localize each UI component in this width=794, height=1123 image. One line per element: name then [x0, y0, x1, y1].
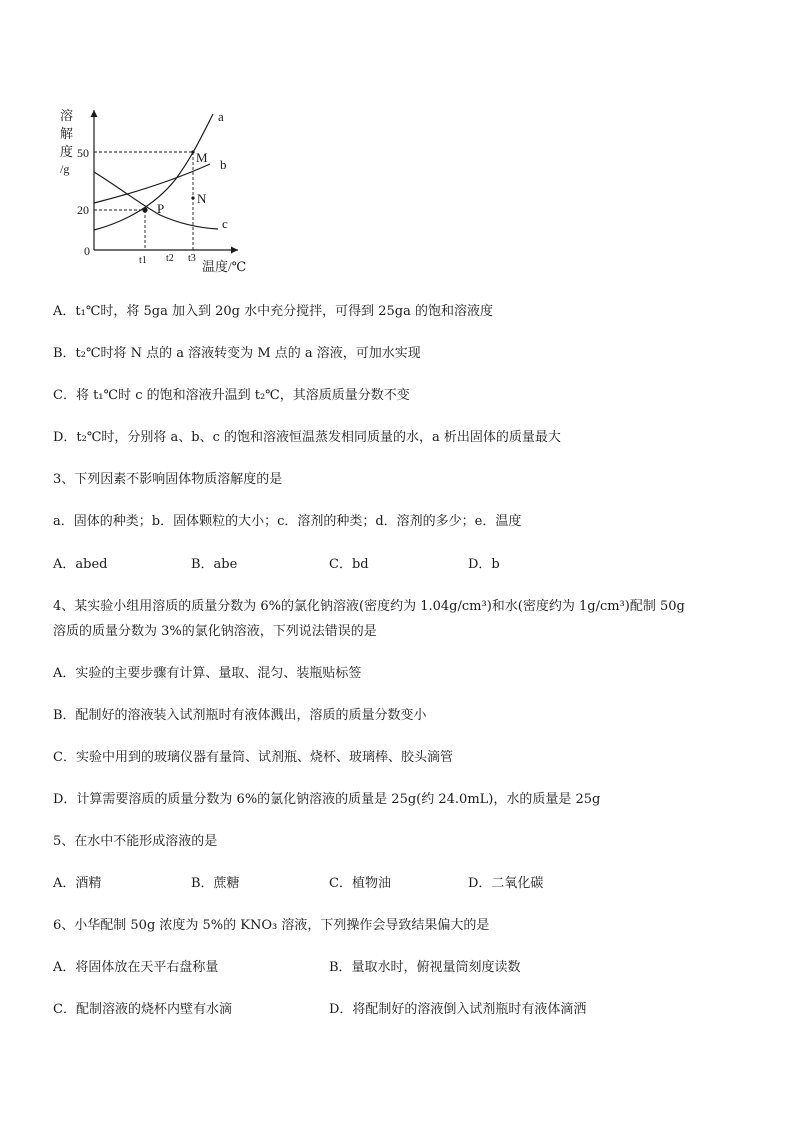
q6-stem: 6、小华配制 50g 浓度为 5%的 KNO₃ 溶液，下列操作会导致结果偏大的是: [53, 918, 490, 933]
x-tick-t1: t1: [139, 255, 147, 266]
y-tick-0: 0: [84, 244, 90, 258]
q2-option-d: D．t₂℃时，分别将 a、b、c 的饱和溶液恒温蒸发相同质量的水，a 析出固体的质量最大: [53, 430, 561, 445]
q3-option-a: A．abed: [53, 557, 108, 572]
q4-stem-line2: 溶质的质量分数为 3%的氯化钠溶液，下列说法错误的是: [53, 624, 377, 639]
q5-option-a: A．酒精: [53, 876, 102, 891]
point-p-label: P: [157, 201, 165, 216]
q4-option-b: B．配制好的溶液装入试剂瓶时有液体溅出，溶质的质量分数变小: [53, 708, 427, 723]
x-tick-t3: t3: [188, 253, 196, 264]
point-m-dot: [191, 150, 194, 153]
x-axis-label: 温度/℃: [202, 259, 247, 274]
y-label-2: 解: [60, 126, 74, 141]
q6-option-a: A．将固体放在天平右盘称量: [53, 960, 219, 975]
q3-factors: a．固体的种类；b．固体颗粒的大小；c．溶剂的种类；d．溶剂的多少；e．温度: [53, 514, 522, 529]
q6-option-d: D．将配制好的溶液倒入试剂瓶时有液体滴洒: [329, 1002, 587, 1017]
q4-option-a: A．实验的主要步骤有计算、量取、混匀、装瓶贴标签: [53, 666, 362, 681]
q3-option-d: D．b: [468, 557, 500, 572]
q6-option-c: C．配制溶液的烧杯内壁有水滴: [53, 1002, 232, 1017]
curve-a: [94, 114, 213, 230]
curve-label-b: b: [220, 157, 227, 172]
q2-option-a: A．t₁℃时，将 5ga 加入到 20g 水中充分搅拌，可得到 25ga 的饱和溶液度: [53, 304, 493, 319]
solubility-graph: [50, 100, 310, 280]
point-n-dot: [191, 196, 194, 199]
point-m-label: M: [196, 150, 208, 165]
y-tick-20: 20: [77, 203, 89, 217]
q4-option-d: D．计算需要溶质的质量分数为 6%的氯化钠溶液的质量是 25g(约 24.0mL)，水的质量是 25g: [53, 792, 601, 807]
y-label-1: 溶: [60, 108, 74, 123]
q5-option-d: D．二氧化碳: [468, 876, 544, 891]
q3-stem: 3、下列因素不影响固体物质溶解度的是: [53, 472, 283, 487]
q2-option-b: B．t₂℃时将 N 点的 a 溶液转变为 M 点的 a 溶液，可加水实现: [53, 346, 421, 361]
q5-option-b: B．蔗糖: [191, 876, 240, 891]
point-n-label: N: [197, 191, 207, 206]
y-label-4: /g: [60, 162, 70, 176]
q6-option-b: B．量取水时，俯视量筒刻度读数: [329, 960, 521, 975]
y-label-3: 度: [60, 144, 74, 159]
q4-stem-line1: 4、某实验小组用溶质的质量分数为 6%的氯化钠溶液(密度约为 1.04g/cm³)和水(密度约为 1g/cm³)配制 50g: [53, 599, 685, 614]
x-tick-t2: t2: [166, 253, 174, 264]
q4-option-c: C．实验中用到的玻璃仪器有量筒、试剂瓶、烧杯、玻璃棒、胶头滴管: [53, 750, 453, 765]
q3-option-b: B．abe: [191, 557, 238, 572]
q3-option-c: C．bd: [329, 557, 369, 572]
q5-option-c: C．植物油: [329, 876, 391, 891]
y-tick-50: 50: [77, 146, 89, 160]
point-p-dot: [142, 207, 147, 212]
q2-option-c: C．将 t₁℃时 c 的饱和溶液升温到 t₂℃，其溶质质量分数不变: [53, 388, 410, 403]
curve-label-a: a: [218, 109, 224, 124]
q5-stem: 5、在水中不能形成溶液的是: [53, 834, 218, 849]
curve-label-c: c: [222, 216, 228, 231]
